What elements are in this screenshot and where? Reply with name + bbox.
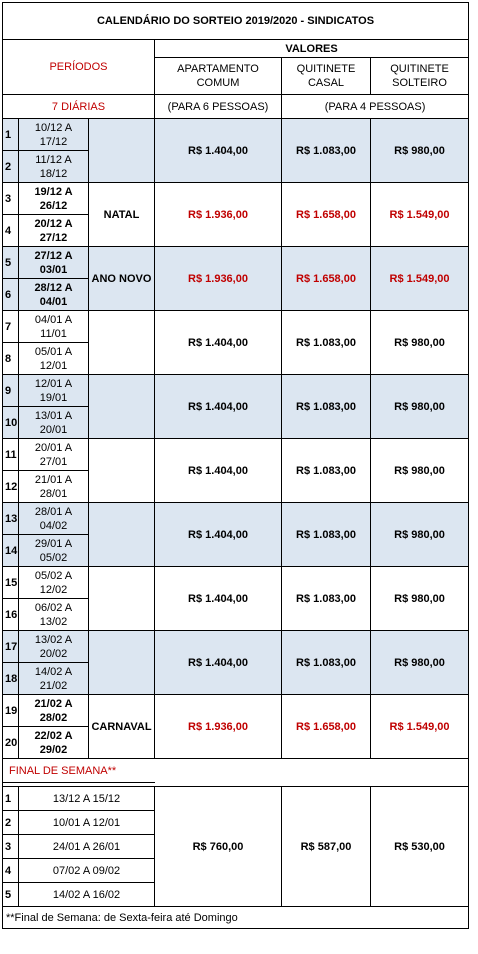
capacidade-6: (PARA 6 PESSOAS): [155, 95, 282, 119]
date-range: 21/02 A 28/02: [19, 695, 89, 727]
table-row: [3, 311, 469, 343]
price-quitinete-solteiro: R$ 980,00: [371, 439, 469, 503]
period-label: CARNAVAL: [89, 695, 155, 759]
table-row: [3, 375, 469, 407]
row-number: 18: [3, 663, 19, 695]
date-range: 10/01 A 12/01: [19, 811, 155, 835]
price-quitinete-solteiro: R$ 980,00: [371, 311, 469, 375]
date-range: 12/01 A 19/01: [19, 375, 89, 407]
date-range: 13/12 A 15/12: [19, 787, 155, 811]
price-ap-comum: R$ 1.936,00: [155, 247, 282, 311]
row-number: 12: [3, 471, 19, 503]
price-ap-comum: R$ 760,00: [155, 787, 282, 907]
date-range: 28/01 A 04/02: [19, 503, 89, 535]
price-quitinete-casal: R$ 1.083,00: [282, 503, 371, 567]
row-number: 13: [3, 503, 19, 535]
date-range: 11/12 A 18/12: [19, 151, 89, 183]
price-ap-comum: R$ 1.404,00: [155, 375, 282, 439]
row-number: 4: [3, 859, 19, 883]
fim-semana-label: FINAL DE SEMANA**: [3, 759, 155, 783]
price-ap-comum: R$ 1.404,00: [155, 503, 282, 567]
date-range: 04/01 A 11/01: [19, 311, 89, 343]
price-quitinete-solteiro: R$ 530,00: [371, 787, 469, 907]
price-quitinete-solteiro: R$ 980,00: [371, 375, 469, 439]
periodos-header: PERÍODOS: [3, 40, 155, 95]
table-row: [3, 183, 469, 215]
price-quitinete-casal: R$ 1.083,00: [282, 311, 371, 375]
row-number: 16: [3, 599, 19, 631]
price-quitinete-solteiro: R$ 1.549,00: [371, 183, 469, 247]
row-number: 9: [3, 375, 19, 407]
date-range: 24/01 A 26/01: [19, 835, 155, 859]
date-range: 20/01 A 27/01: [19, 439, 89, 471]
price-ap-comum: R$ 1.404,00: [155, 631, 282, 695]
row-number: 6: [3, 279, 19, 311]
date-range: 21/01 A 28/01: [19, 471, 89, 503]
table-row: [3, 503, 469, 535]
price-ap-comum: R$ 1.404,00: [155, 439, 282, 503]
price-quitinete-casal: R$ 1.658,00: [282, 695, 371, 759]
table-row: [3, 119, 469, 151]
row-number: 2: [3, 151, 19, 183]
row-number: 8: [3, 343, 19, 375]
price-ap-comum: R$ 1.404,00: [155, 567, 282, 631]
date-range: 10/12 A 17/12: [19, 119, 89, 151]
col-quitinete-casal: QUITINETE CASAL: [282, 58, 371, 95]
date-range: 19/12 A 26/12: [19, 183, 89, 215]
period-label: [89, 631, 155, 695]
date-range: 05/01 A 12/01: [19, 343, 89, 375]
table-row: [3, 439, 469, 471]
table-row: [3, 759, 469, 783]
price-quitinete-casal: R$ 1.658,00: [282, 183, 371, 247]
price-quitinete-casal: R$ 1.083,00: [282, 439, 371, 503]
table-row: [3, 247, 469, 279]
price-ap-comum: R$ 1.404,00: [155, 311, 282, 375]
calendar-body: [3, 3, 469, 929]
price-quitinete-solteiro: R$ 980,00: [371, 631, 469, 695]
price-quitinete-casal: R$ 1.083,00: [282, 631, 371, 695]
price-quitinete-casal: R$ 1.083,00: [282, 375, 371, 439]
date-range: 05/02 A 12/02: [19, 567, 89, 599]
footnote: **Final de Semana: de Sexta-feira até Domingo: [3, 907, 469, 929]
row-number: 17: [3, 631, 19, 663]
row-number: 5: [3, 883, 19, 907]
date-range: 28/12 A 04/01: [19, 279, 89, 311]
date-range: 14/02 A 16/02: [19, 883, 155, 907]
row-number: 4: [3, 215, 19, 247]
row-number: 14: [3, 535, 19, 567]
price-quitinete-solteiro: R$ 1.549,00: [371, 695, 469, 759]
date-range: 29/01 A 05/02: [19, 535, 89, 567]
price-ap-comum: R$ 1.404,00: [155, 119, 282, 183]
price-ap-comum: R$ 1.936,00: [155, 183, 282, 247]
price-quitinete-casal: R$ 1.083,00: [282, 119, 371, 183]
period-label: NATAL: [89, 183, 155, 247]
row-number: 19: [3, 695, 19, 727]
date-range: 22/02 A 29/02: [19, 727, 89, 759]
valores-header: VALORES: [155, 40, 469, 58]
table-row: [3, 695, 469, 727]
table-row: [3, 787, 469, 811]
col-ap-comum: APARTAMENTO COMUM: [155, 58, 282, 95]
date-range: 06/02 A 13/02: [19, 599, 89, 631]
diarias-label: 7 DIÁRIAS: [3, 95, 155, 119]
date-range: 07/02 A 09/02: [19, 859, 155, 883]
price-quitinete-casal: R$ 1.083,00: [282, 567, 371, 631]
row-number: 2: [3, 811, 19, 835]
table-row: [3, 567, 469, 599]
date-range: 20/12 A 27/12: [19, 215, 89, 247]
calendar-table: [2, 2, 469, 929]
row-number: 10: [3, 407, 19, 439]
period-label: [89, 375, 155, 439]
footnote-row: [3, 907, 469, 929]
row-number: 1: [3, 119, 19, 151]
spacer: [155, 759, 469, 783]
row-number: 15: [3, 567, 19, 599]
row-number: 3: [3, 183, 19, 215]
price-quitinete-casal: R$ 587,00: [282, 787, 371, 907]
price-quitinete-solteiro: R$ 1.549,00: [371, 247, 469, 311]
col-quitinete-solteiro: QUITINETE SOLTEIRO: [371, 58, 469, 95]
date-range: 14/02 A 21/02: [19, 663, 89, 695]
row-number: 3: [3, 835, 19, 859]
capacidade-4: (PARA 4 PESSOAS): [282, 95, 469, 119]
table-row: [3, 631, 469, 663]
period-label: [89, 119, 155, 183]
period-label: [89, 439, 155, 503]
row-number: 11: [3, 439, 19, 471]
row-number: 20: [3, 727, 19, 759]
row-number: 7: [3, 311, 19, 343]
row-number: 5: [3, 247, 19, 279]
page-title: CALENDÁRIO DO SORTEIO 2019/2020 - SINDICATOS: [3, 3, 469, 40]
price-ap-comum: R$ 1.936,00: [155, 695, 282, 759]
period-label: [89, 503, 155, 567]
date-range: 27/12 A 03/01: [19, 247, 89, 279]
price-quitinete-solteiro: R$ 980,00: [371, 119, 469, 183]
date-range: 13/01 A 20/01: [19, 407, 89, 439]
date-range: 13/02 A 20/02: [19, 631, 89, 663]
price-quitinete-solteiro: R$ 980,00: [371, 503, 469, 567]
row-number: 1: [3, 787, 19, 811]
period-label: [89, 311, 155, 375]
price-quitinete-casal: R$ 1.658,00: [282, 247, 371, 311]
period-label: ANO NOVO: [89, 247, 155, 311]
period-label: [89, 567, 155, 631]
price-quitinete-solteiro: R$ 980,00: [371, 567, 469, 631]
